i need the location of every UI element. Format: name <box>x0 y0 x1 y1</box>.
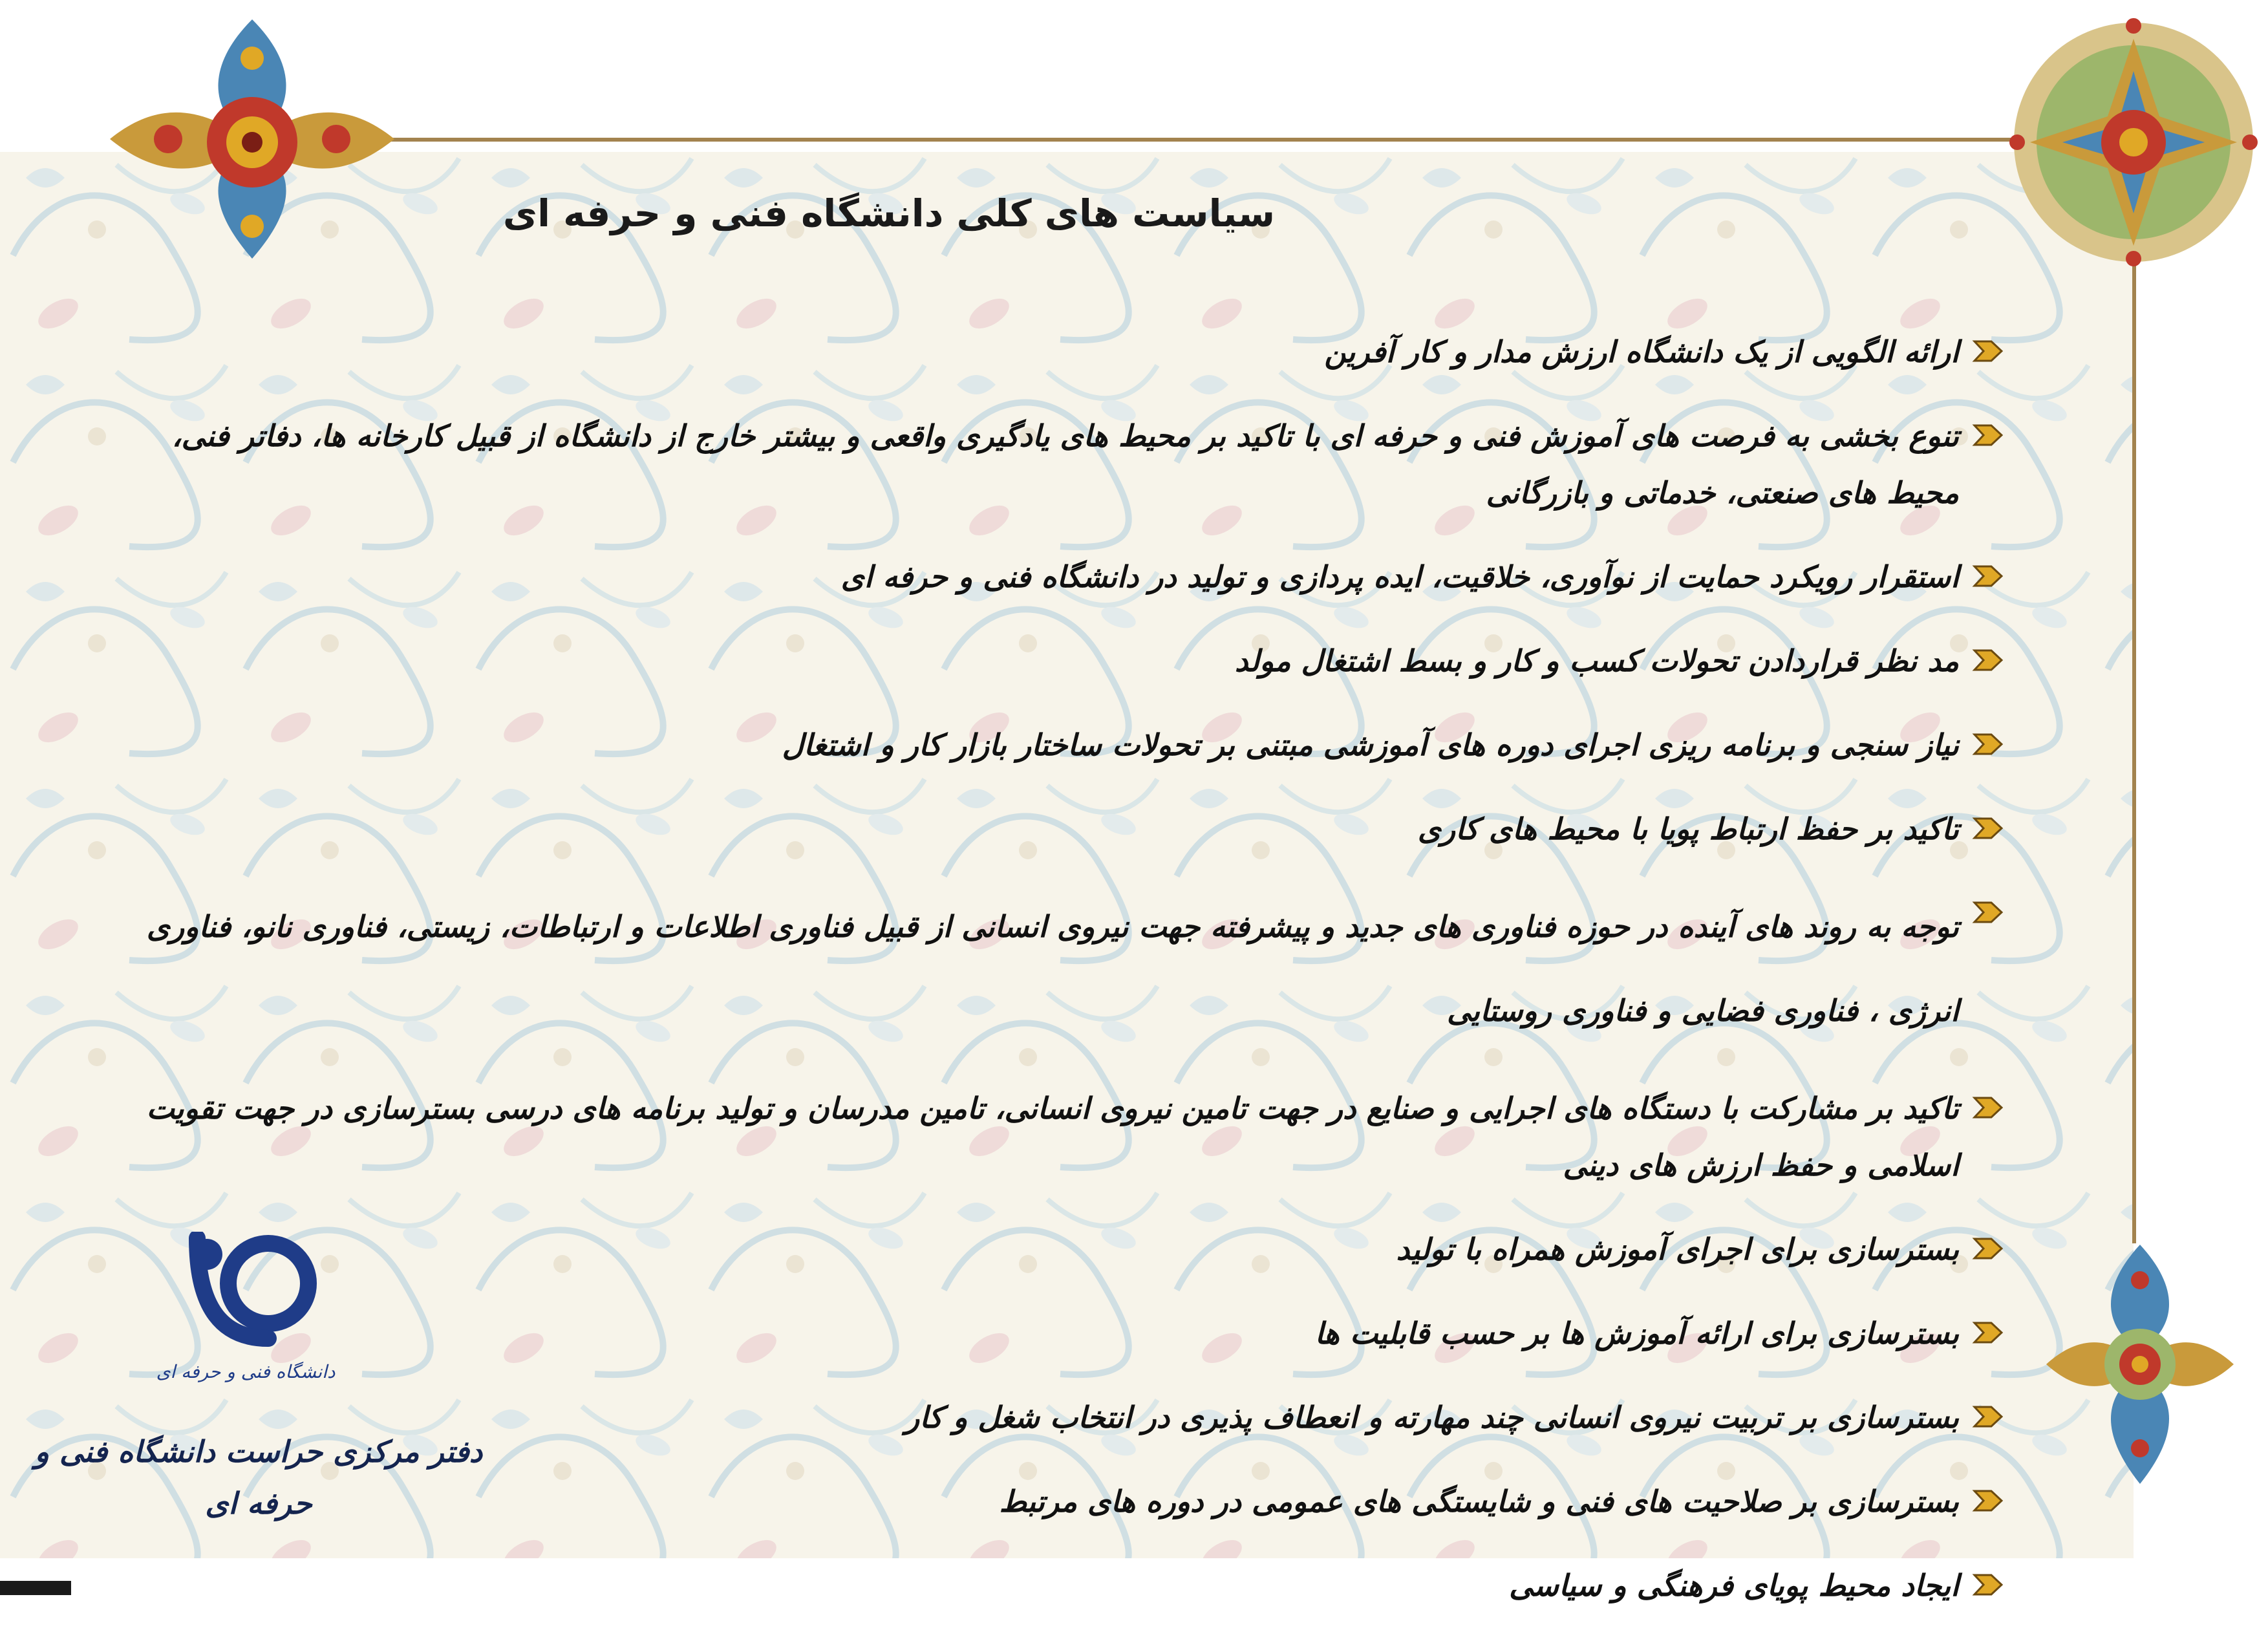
list-item <box>142 407 2004 521</box>
gold-arrow-bullet-icon <box>1972 728 2004 760</box>
list-item <box>142 716 2004 773</box>
office-name: دفتر مرکزی حراست دانشگاه فنی و حرفه ای <box>34 1434 483 1521</box>
gold-arrow-bullet-icon <box>1972 644 2004 676</box>
gold-arrow-bullet-icon <box>1972 1316 2004 1349</box>
list-item <box>142 632 2004 689</box>
policy-text: مد نظر قراردادن تحولات کسب و کار و بسط اشتغال مولد <box>1234 643 1959 678</box>
list-item <box>142 885 2004 1053</box>
page-title: سیاست های کلی دانشگاه فنی و حرفه ای <box>502 191 1276 235</box>
policy-text: تاکید بر حفظ ارتباط پویا با محیط های کاری <box>1417 811 1959 846</box>
policy-text: توجه به روند های آینده در حوزه فناوری های جدید و پیشرفته جهت نیروی انسانی از قبیل فناوری اطلاعات و ارتباطات، زیستی، فناوری نانو، فناوری انرژی ، فناوری فضایی و فناوری روستایی <box>146 909 1959 1028</box>
policy-text: ارائه الگویی از یک دانشگاه ارزش مدار و کار آفرین <box>1324 334 1959 369</box>
frame-top-border <box>336 138 2137 142</box>
list-item <box>142 548 2004 605</box>
gold-arrow-bullet-icon <box>1972 560 2004 592</box>
rosette-ornament-icon <box>2004 13 2263 272</box>
policy-text: ایجاد محیط پویای فرهنگی و سیاسی <box>1509 1568 1959 1603</box>
list-item <box>142 1557 2004 1614</box>
gold-arrow-bullet-icon <box>1972 1232 2004 1265</box>
frame-right-border <box>2132 138 2136 1243</box>
policy-text: بسترسازی بر تربیت نیروی انسانی چند مهارته و انعطاف پذیری در انتخاب شغل و کار <box>904 1400 1959 1435</box>
university-logo-block <box>26 1232 491 1521</box>
gold-arrow-bullet-icon <box>1972 419 2004 451</box>
policy-text: بسترسازی برای اجرای آموزش همراه با تولید <box>1396 1232 1959 1267</box>
list-item <box>142 1080 2004 1194</box>
university-name: دانشگاه فنی و حرفه ای <box>156 1361 336 1382</box>
gold-arrow-bullet-icon <box>1972 1485 2004 1517</box>
university-logo-icon <box>171 1232 320 1348</box>
gold-arrow-bullet-icon <box>1972 1569 2004 1601</box>
policy-text: تنوع بخشی به فرصت های آموزش فنی و حرفه ای با تاکید بر محیط های یادگیری واقعی و بیشتر خارج از دانشگاه از قبیل کارخانه ها، دفاتر فنی، محیط های صنعتی، خدماتی و بازرگانی <box>171 418 1959 510</box>
footer-strip <box>0 1581 71 1595</box>
gold-arrow-bullet-icon <box>1972 1400 2004 1433</box>
gold-arrow-bullet-icon <box>1972 812 2004 844</box>
gold-arrow-bullet-icon <box>1972 1091 2004 1124</box>
policy-text: بسترسازی برای ارائه آموزش ها بر حسب قابلیت ها <box>1314 1316 1959 1351</box>
list-item <box>142 323 2004 380</box>
floral-ornament-icon <box>2043 1241 2237 1487</box>
policy-text: تاکید بر مشارکت با دستگاه های اجرایی و صنایع در جهت تامین نیروی انسانی، تامین مدرسان و تولید برنامه های درسی بسترسازی در جهت تقویت اسلامی و حفظ ارزش های دینی <box>146 1091 1959 1183</box>
gold-arrow-bullet-icon <box>1972 896 2004 928</box>
policy-text: بسترسازی بر صلاحیت های فنی و شایستگی های عمومی در دوره های مرتبط <box>999 1484 1959 1519</box>
policy-text: نیاز سنجی و برنامه ریزی اجرای دوره های آموزشی مبتنی بر تحولات ساختار بازار کار و اشتغال <box>782 727 1959 762</box>
list-item <box>142 800 2004 857</box>
gold-arrow-bullet-icon <box>1972 335 2004 367</box>
policy-text: استقرار رویکرد حمایت از نوآوری، خلاقیت، ایده پردازی و تولید در دانشگاه فنی و حرفه ای <box>840 559 1959 594</box>
floral-ornament-icon <box>103 13 401 265</box>
